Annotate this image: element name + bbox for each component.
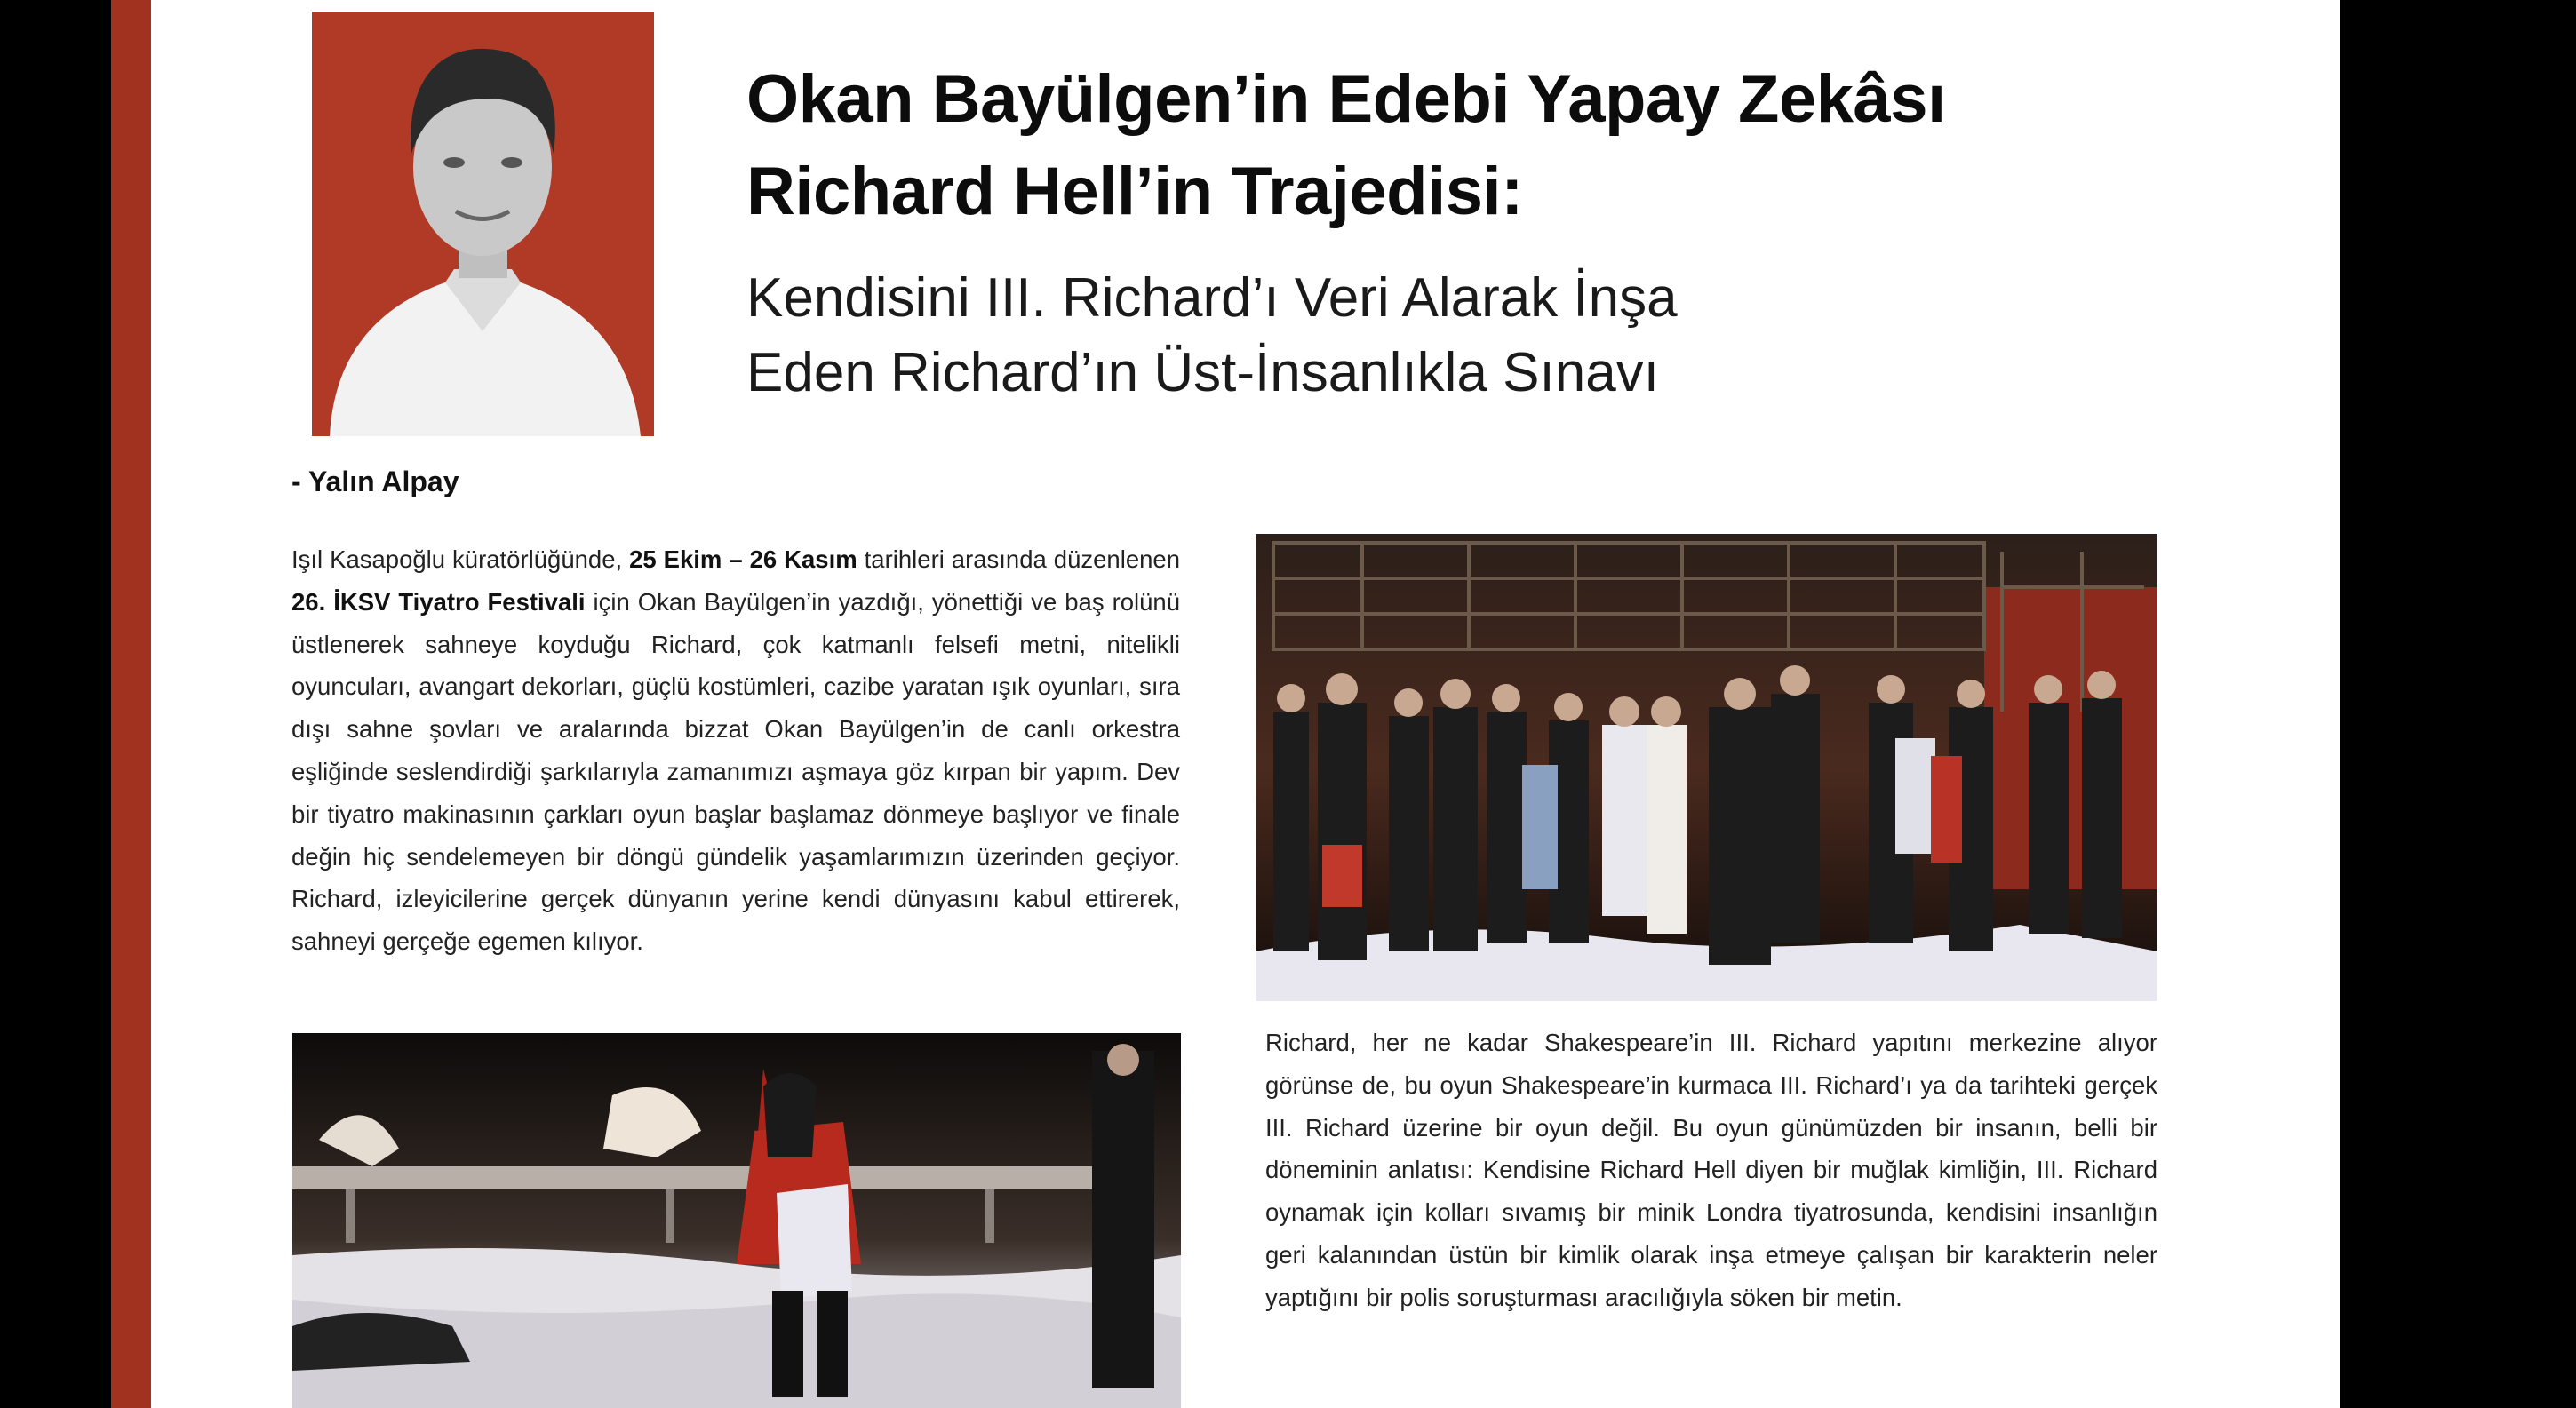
title-line: Okan Bayülgen’in Edebi Yapay Zekâsı: [746, 61, 1946, 137]
curtain-call-photo: [1256, 534, 2157, 1001]
second-paragraph: Richard, her ne kadar Shakespeare’in III. Richard yapıtını merkezine alıyor görünse de, bu oyun Shakespeare’in kurmaca III. Richard’ı ya da tarihteki gerçek III. Richard üzerine bir oyun değil. Bu oyun günümüzden bir insanın, belli bir döneminin anlatısı: Kendisine Richard Hell diyen bir muğlak kimliğin, III. Richard oynamak için kolları sıvamış bir minik Londra tiyatrosunda, kendisini insanlığın geri kalanından üstün bir kimlik olarak inşa etmeye çalışan bir karakterin neler yaptığını bir polis soruşturması aracılığıyla söken bir metin.: [1265, 1029, 2157, 1311]
accent-bar: [111, 0, 151, 1408]
author-portrait: [312, 12, 654, 436]
festival-name: 26. İKSV Tiyatro Festivali: [291, 587, 586, 616]
subtitle-line: Eden Richard’ın Üst-İnsanlıkla Sınavı: [746, 342, 1659, 403]
stage-scene-photo: [292, 1033, 1181, 1408]
intro-text: için Okan Bayülgen’in yazdığı, yönettiği ve baş rolünü üstlenerek sahneye koyduğu Richard, çok katmanlı felsefi metni, nitelikli oyuncuları, avangart dekorları, güçlü kostümleri, cazibe yaratan ışık oyunları, sıra dışı sahne şovları ve aralarında bizzat Okan Bayülgen’in de canlı orkestra eşliğinde seslendirdiği şarkılarıyla zamanımızı aşmaya göz kırpan bir yapım. Dev bir tiyatro makinasının çarkları oyun başlar başlamaz dönmeye başlıyor ve finale değin hiç sendelemeyen bir döngü gündelik yaşamlarımızın üzerinden geçiyor. Richard, izleyicilerine gerçek dünyanın yerine kendi dünyasını kabul ettirerek, sahneyi gerçeğe egemen kılıyor.: [291, 587, 1181, 956]
intro-text: Işıl Kasapoğlu küratörlüğünde,: [291, 545, 630, 573]
intro-paragraph: [291, 538, 1180, 963]
intro-text: tarihleri arasında düzenlenen: [857, 545, 1180, 573]
article-title: [746, 53, 2168, 238]
author-byline: - Yalın Alpay: [291, 465, 459, 497]
subtitle-line: Kendisini III. Richard’ı Veri Alarak İnşa: [746, 267, 1678, 329]
title-line: Richard Hell’in Trajedisi:: [746, 154, 1523, 229]
article-subtitle: [746, 261, 2079, 410]
festival-dates: 25 Ekim – 26 Kasım: [629, 545, 857, 573]
